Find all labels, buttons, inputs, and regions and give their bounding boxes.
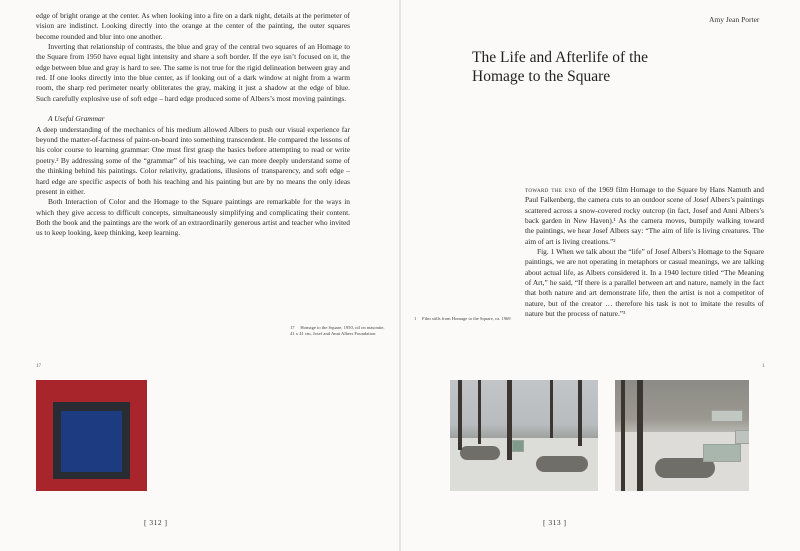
left-body-text [36, 11, 350, 239]
chapter-title [472, 48, 648, 86]
right-page [401, 0, 800, 551]
figure-number-17: 17 [36, 364, 41, 369]
right-body-text [525, 185, 764, 319]
left-page [0, 0, 399, 551]
left-paragraph-2: Inverting that relationship of contrasts, the blue and gray of the central two squares of an Homage to the Square from 1950 have equal light intensity and share a soft border. If the eye isn’t focused on it, the edge between blue and gray is hard to see. The same is not true for the rigid delineation between gray and red. If one looks directly into the blue center, as if looking out of a dark window at night from a warm room, the sharp red perimeter nearly obliterates the gray, making it just a shadow at the edge of blue. Such carefully explosive use of soft edge – hard edge produced some of Albers’s most moving paintings. [36, 42, 350, 103]
left-paragraph-1: edge of bright orange at the center. As when looking into a fire on a dark night, details at the perimeter of vision are indistinct. Looking directly into the orange at the center of the painting, the outer squares become rounded and blur into one another. [36, 11, 350, 41]
right-page-number: [ 313 ] [543, 518, 567, 527]
film-still-left [450, 380, 598, 491]
left-paragraph-4: Both Interaction of Color and the Homage to the Square paintings are remarkable for the ways in which they give access to difficult concepts, simultaneously simplifying and complicating their content. Both the book and the paintings are the work of an extraordinarily generous artist and teacher who invited us to keep looking, keep thinking, keep learning. [36, 197, 350, 238]
chapter-title-line-1: The Life and Afterlife of the [472, 49, 649, 66]
homage-to-the-square-painting [36, 380, 147, 491]
right-paragraph-2: Fig. 1 When we talk about the “life” of Josef Albers’s Homage to the Square paintings, we are not operating in metaphors or casual meanings, we are talking about actual life, as Albers considered it. In a 1940 lecture titled “The Meaning of Art,” he said, “If there is a parallel between art and nature, namely in the fact that both nature and art demonstrate life, then the artist is not a competitor of nature, but of the creator … therefore his task is not to imitate the results of nature but the process of nature.”³ [525, 247, 764, 319]
caption-number: 1 [414, 316, 417, 321]
middle-square [53, 402, 130, 479]
caption-text: Film stills from Homage to the Square, ca. 1969 [422, 316, 511, 321]
caption-text: Homage to the Square, 1950, oil on masonite, 41 x 41 cm, Josef and Anni Albers Foundation [290, 325, 385, 336]
running-head: Amy Jean Porter [709, 15, 760, 24]
chapter-title-line-2: Homage to the Square [472, 68, 611, 85]
film-still-right [615, 380, 749, 491]
left-page-number: [ 312 ] [144, 518, 168, 527]
right-paragraph-1 [525, 185, 764, 247]
figure-17-caption [290, 325, 388, 337]
figure-number-1: 1 [762, 364, 765, 369]
caption-number: 17 [290, 325, 295, 330]
right-paragraph-1-rest: of the 1969 film Homage to the Square by Hans Namuth and Paul Falkenberg, the camera cuts to an outdoor scene of Josef Albers’s paintings scattered across a snow-covered rocky outcrop (in fact, Josef and Anni Albers’s back garden in New Haven).¹ As the camera moves, bumpily walking toward the paintings, we hear Josef Albers say: “The aim of life is living creatures. The aim of art is living creations.”² [525, 185, 764, 246]
section-subheading: A Useful Grammar [48, 114, 105, 124]
figure-1-caption [414, 316, 514, 322]
left-paragraph-3: A deep understanding of the mechanics of his medium allowed Albers to push our visual experience far beyond the matter-of-factness of paint-on-board into something transcendent. He compared the lessons of his color course to learning grammar: One must first grasp the basics before attempting to read or write poetry.² By addressing some of the “grammar” of his teaching, we can more deeply understand some of the thinking behind his paintings. Color relativity, gradations, illusions of transparency, and soft edge – hard edge are specific aspects of both his teaching and his painting but are by no means the only ideas present in either. [36, 124, 350, 196]
inner-square [61, 411, 122, 472]
lead-in-smallcaps: toward the end [525, 185, 577, 194]
